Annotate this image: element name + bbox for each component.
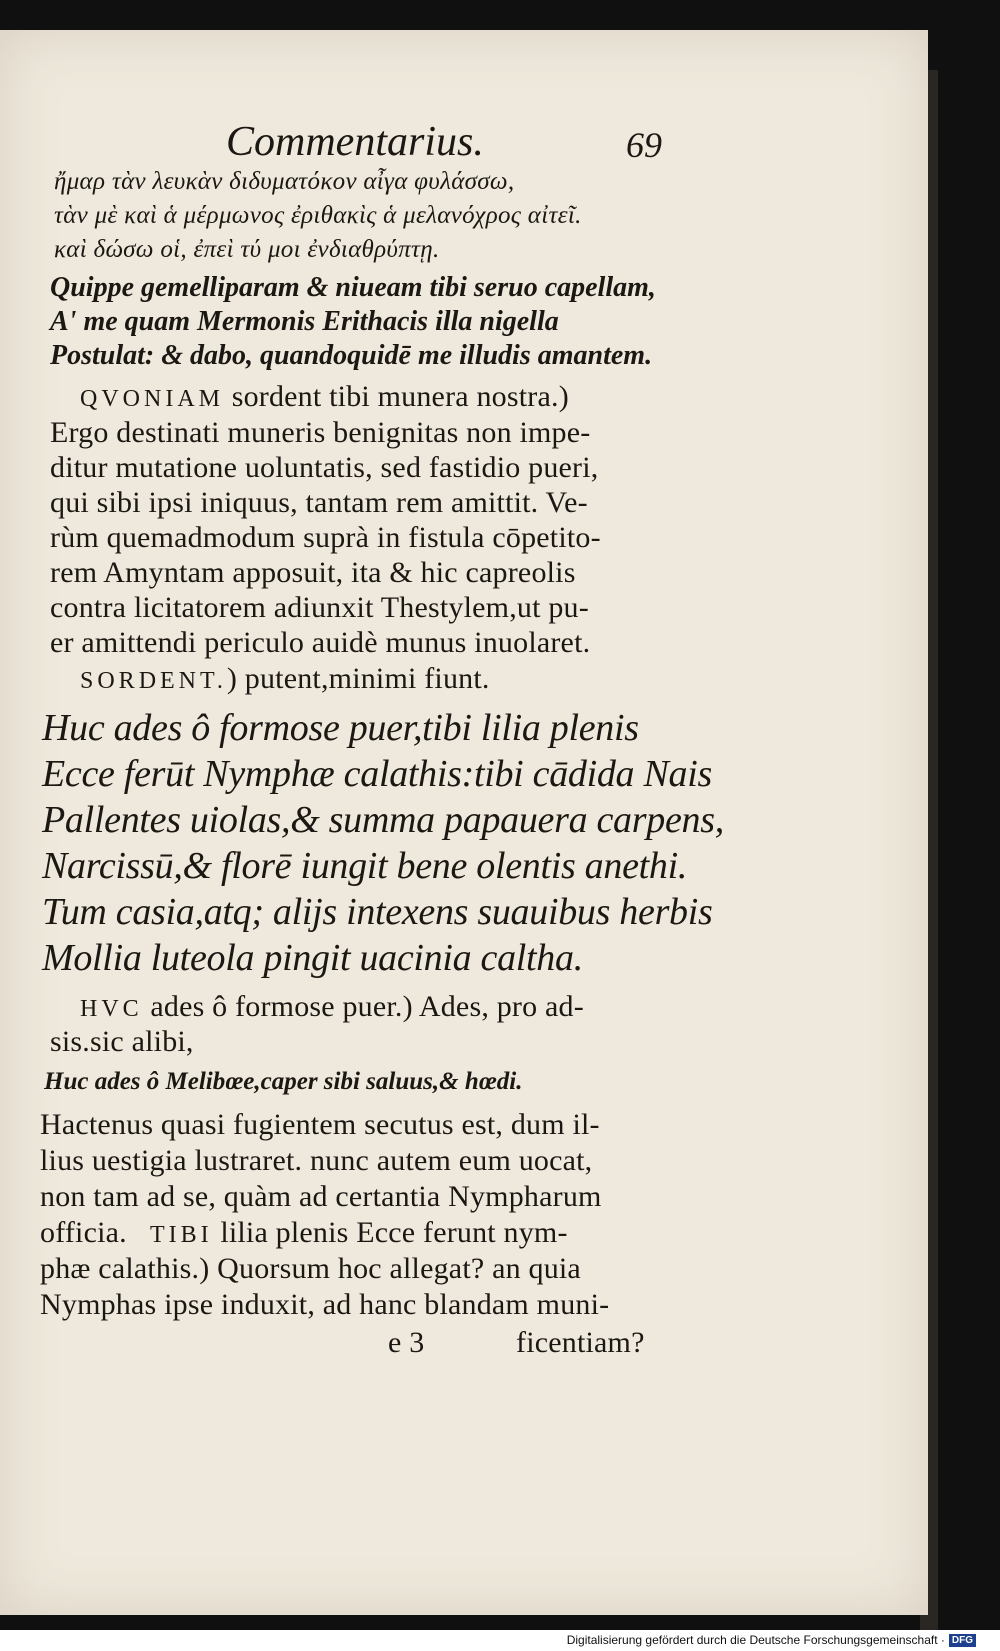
- lemma: TIBI: [149, 1222, 213, 1248]
- latin-verse-line-1: Quippe gemelliparam & niueam tibi seruo capellam,: [50, 272, 656, 303]
- commentary-2-line-1: HVC ades ô formose puer.) Ades, pro ad-: [80, 990, 584, 1023]
- catchword: ficentiam?: [516, 1326, 645, 1359]
- commentary-2-line-2: sis.sic alibi,: [50, 1025, 194, 1058]
- latin-verse-line-2: A' me quam Mermonis Erithacis illa nigella: [50, 306, 559, 337]
- commentary-3-line-3: non tam ad se, quàm ad certantia Nympharum: [40, 1180, 602, 1213]
- greek-line-3: καὶ δώσω οἱ, ἐπεὶ τύ μοι ἐνδιαθρύπτῃ.: [54, 236, 440, 263]
- commentary-3-line-6: Nymphas ipse induxit, ad hanc blandam muni-: [40, 1288, 610, 1321]
- verse-large-line-1: Huc ades ô formose puer,tibi lilia plenis: [42, 707, 639, 749]
- verse-large-line-3: Pallentes uiolas,& summa papauera carpens,: [42, 799, 724, 841]
- footer-text: Digitalisierung gefördert durch die Deutsche Forschungsgemeinschaft ·: [566, 1633, 945, 1647]
- commentary-1-line-4: qui sibi ipsi iniquus, tantam rem amittit. Ve-: [50, 486, 588, 519]
- commentary-1-line-2: Ergo destinati muneris benignitas non impe-: [50, 416, 591, 449]
- running-header: Commentarius.: [226, 119, 484, 165]
- commentary-3-line-2: lius uestigia lustraret. nunc autem eum uocat,: [40, 1144, 593, 1177]
- greek-line-2: τὰν μὲ καὶ ἁ μέρμωνος ἐριθακὶς ἁ μελανόχρος αἰτεῖ.: [54, 202, 582, 229]
- lemma: HVC: [80, 996, 143, 1022]
- commentary-3-line-5: phæ calathis.) Quorsum hoc allegat? an quia: [40, 1252, 581, 1285]
- verse-large-line-5: Tum casia,atq; aliјs intexens suauibus herbis: [42, 891, 713, 933]
- lemma: SORDENT.: [80, 668, 227, 694]
- commentary-1-line-9: SORDENT.) putent,minimi fiunt.: [80, 662, 490, 695]
- commentary-1-line-6: rem Amyntam apposuit, ita & hic capreolis: [50, 556, 576, 589]
- lemma: QVONIAM: [80, 386, 224, 412]
- signature-mark: e 3: [388, 1326, 425, 1359]
- commentary-1-line-5: rùm quemadmodum suprà in fistula cōpetito-: [50, 521, 601, 554]
- commentary-1-line-7: contra licitatorem adiunxit Thestylem,ut pu-: [50, 591, 589, 624]
- verse-large-line-4: Narcissū,& florē iungit bene olentis anethi.: [42, 845, 688, 887]
- commentary-3-line-1: Hactenus quasi fugientem secutus est, dum il-: [40, 1108, 600, 1141]
- greek-line-1: ἤμαρ τὰν λευκὰν διδυματόκον αἶγα φυλάσσω,: [54, 168, 515, 195]
- dfg-logo: DFG: [949, 1634, 976, 1647]
- commentary-3-line-4: officia. TIBI lilia plenis Ecce ferunt nym-: [40, 1216, 568, 1249]
- quote-line: Huc ades ô Melibœe,caper sibi saluus,& hœdi.: [44, 1068, 523, 1095]
- funding-footer: [567, 1633, 976, 1647]
- commentary-1-line-8: er amittendi periculo auidè munus inuolaret.: [50, 626, 591, 659]
- verse-large-line-6: Mollia luteola pingit uacinia caltha.: [42, 937, 583, 979]
- verse-large-line-2: Ecce ferūt Nymphæ calathis:tibi cādida Nais: [42, 753, 712, 795]
- commentary-1-line-3: ditur mutatione uoluntatis, sed fastidio pueri,: [50, 451, 599, 484]
- page-number: 69: [626, 125, 662, 165]
- latin-verse-line-3: Postulat: & dabo, quandoquidē me illudis amantem.: [50, 340, 653, 371]
- commentary-1-line-1: QVONIAM sordent tibi munera nostra.): [80, 380, 569, 413]
